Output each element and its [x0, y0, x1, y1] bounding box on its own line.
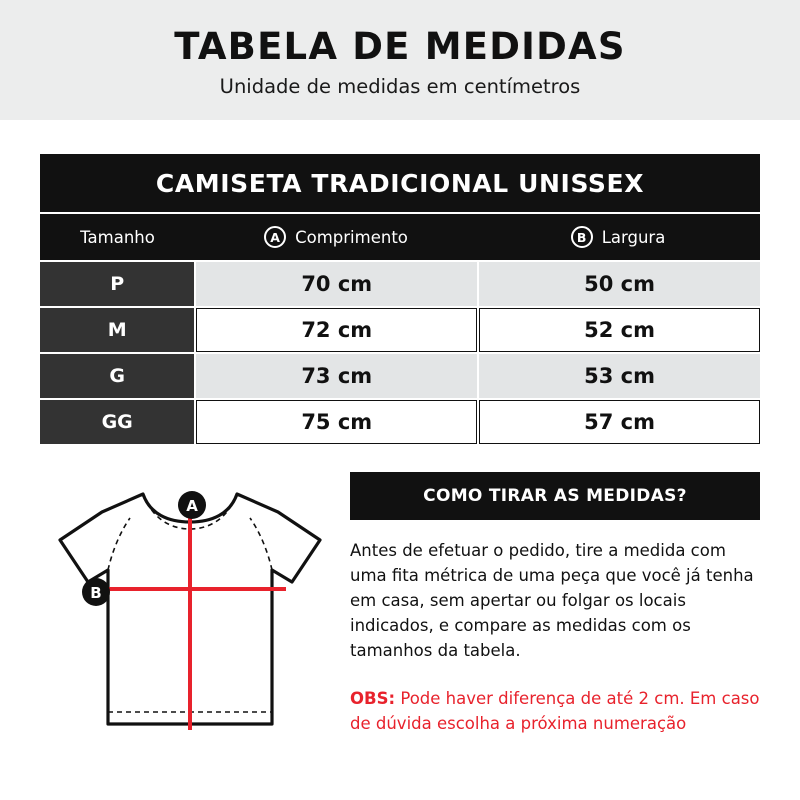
cell-length: 70 cm — [196, 262, 477, 306]
diagram-badge-b — [82, 578, 110, 606]
svg-text:A: A — [186, 497, 198, 515]
tshirt-illustration — [40, 472, 340, 740]
info-column — [340, 472, 760, 740]
svg-text:B: B — [90, 584, 102, 602]
bottom-section — [40, 472, 760, 740]
info-obs-label: OBS: — [350, 689, 396, 709]
table-row — [40, 262, 760, 306]
info-body-text: Antes de efetuar o pedido, tire a medida com uma fita métrica de uma peça que você já tenha em casa, sem apertar ou folgar os locais indicados, e compare as medidas com os tamanhos da tabela. — [350, 541, 754, 661]
badge-a-icon: A — [264, 226, 286, 248]
diagram-badge-a — [178, 491, 206, 519]
page-subtitle: Unidade de medidas em centímetros — [219, 75, 581, 99]
cell-length: 75 cm — [196, 400, 477, 444]
cell-width: 50 cm — [479, 262, 760, 306]
table-title: CAMISETA TRADICIONAL UNISSEX — [40, 154, 760, 212]
badge-b-icon: B — [571, 226, 593, 248]
page-header — [0, 0, 800, 120]
info-obs-text: Pode haver diferença de até 2 cm. Em caso de dúvida escolha a próxima numeração — [350, 689, 760, 734]
page-title: TABELA DE MEDIDAS — [174, 24, 626, 68]
cell-width: 57 cm — [479, 400, 760, 444]
cell-size: P — [40, 262, 194, 306]
column-header-width-label: Largura — [601, 227, 666, 247]
cell-length: 72 cm — [196, 308, 477, 352]
tshirt-diagram — [40, 472, 340, 740]
cell-size: M — [40, 308, 194, 352]
table-row — [40, 354, 760, 398]
cell-width: 52 cm — [479, 308, 760, 352]
table-row — [40, 308, 760, 352]
size-table — [40, 154, 760, 444]
column-header-length — [195, 214, 477, 260]
info-obs — [350, 687, 760, 737]
column-header-size: Tamanho — [80, 227, 155, 247]
cell-length: 73 cm — [196, 354, 477, 398]
column-header-length-label: Comprimento — [295, 227, 408, 247]
info-banner-title: COMO TIRAR AS MEDIDAS? — [350, 472, 760, 520]
cell-size: G — [40, 354, 194, 398]
table-row — [40, 400, 760, 444]
cell-size: GG — [40, 400, 194, 444]
cell-width: 53 cm — [479, 354, 760, 398]
column-header-width — [477, 214, 759, 260]
table-header-row — [40, 212, 760, 260]
